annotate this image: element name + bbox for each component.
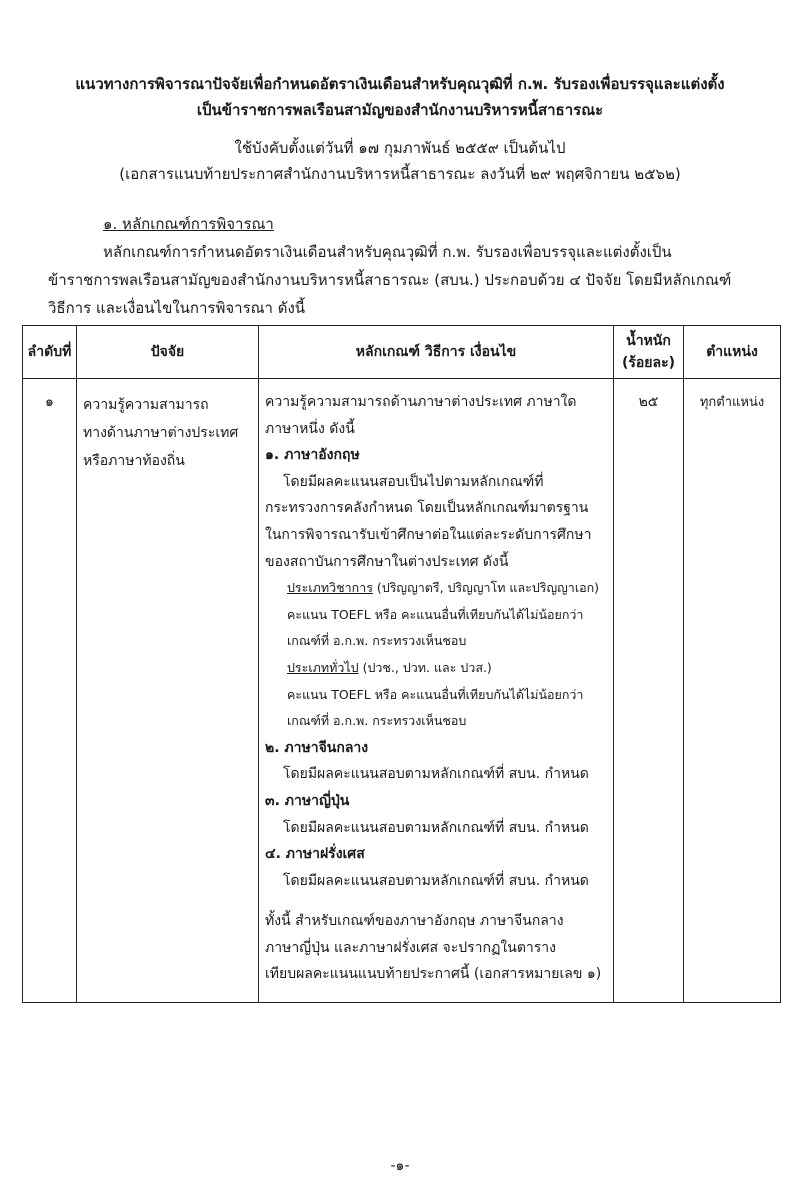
- cell-weight: ๒๕: [614, 379, 684, 1003]
- cell-position: ทุกตำแหน่ง: [684, 379, 781, 1003]
- criteria-line: ความรู้ความสามารถด้านภาษาต่างประเทศ ภาษาใด: [265, 394, 577, 410]
- header-criteria: หลักเกณฑ์ วิธีการ เงื่อนไข: [259, 326, 614, 379]
- criteria-subheading-french: ๔. ภาษาฝรั่งเศส: [265, 846, 365, 863]
- cell-factor: [77, 379, 259, 1003]
- academic-type-label: ประเภทวิชาการ: [287, 580, 373, 596]
- criteria-subheading-chinese: ๒. ภาษาจีนกลาง: [265, 739, 369, 756]
- general-type-label: ประเภททั่วไป: [287, 659, 359, 675]
- header-order: ลำดับที่: [23, 326, 77, 379]
- spacer: [265, 894, 609, 908]
- section-heading: ๑. หลักเกณฑ์การพิจารณา: [103, 215, 274, 233]
- criteria-line: เกณฑ์ที่ อ.ก.พ. กระทรวงเห็นชอบ: [287, 633, 467, 649]
- criteria-line: โดยมีผลคะแนนสอบตามหลักเกณฑ์ที่ สบน. กำหนด: [283, 872, 589, 889]
- cell-criteria: [259, 379, 614, 1003]
- criteria-line: คะแนน TOEFL หรือ คะแนนอื่นที่เทียบกันได้ไม่น้อยกว่า: [287, 606, 584, 622]
- header-factor: ปัจจัย: [77, 326, 259, 379]
- effective-date: ใช้บังคับตั้งแต่วันที่ ๑๗ กุมภาพันธ์ ๒๕๕๙ เป็นต้นไป: [234, 139, 566, 157]
- table-row: [23, 379, 781, 1003]
- page-number: -๑-: [390, 1158, 410, 1174]
- academic-type-detail: (ปริญญาตรี, ปริญญาโท และปริญญาเอก): [372, 580, 600, 596]
- criteria-line: ทั้งนี้ สำหรับเกณฑ์ของภาษาอังกฤษ ภาษาจีนกลาง: [265, 913, 564, 930]
- criteria-line: [265, 655, 609, 682]
- factor-line: ทางด้านภาษาต่างประเทศ: [83, 425, 239, 441]
- criteria-line: [265, 575, 609, 602]
- criteria-line: โดยมีผลคะแนนสอบตามหลักเกณฑ์ที่ สบน. กำหนด: [283, 766, 589, 783]
- header-position: ตำแหน่ง: [684, 326, 781, 379]
- intro-line-3: วิธีการ และเงื่อนไขในการพิจารณา ดังนี้: [48, 299, 306, 317]
- general-type-detail: (ปวช., ปวท. และ ปวส.): [358, 659, 492, 675]
- criteria-line: ของสถาบันการศึกษาในต่างประเทศ ดังนี้: [265, 553, 509, 570]
- criteria-line: เทียบผลคะแนนแนบท้ายประกาศนี้ (เอกสารหมายเลข ๑): [265, 966, 602, 983]
- criteria-subheading-english: ๑. ภาษาอังกฤษ: [265, 447, 360, 464]
- header-weight: [614, 326, 684, 379]
- criteria-line: ภาษาหนึ่ง ดังนี้: [265, 420, 355, 437]
- cell-order: ๑: [23, 379, 77, 1003]
- table-header-row: [23, 326, 781, 379]
- criteria-line: โดยมีผลคะแนนสอบตามหลักเกณฑ์ที่ สบน. กำหนด: [283, 819, 589, 836]
- criteria-line: เกณฑ์ที่ อ.ก.พ. กระทรวงเห็นชอบ: [287, 713, 467, 729]
- header-weight-line2: (ร้อยละ): [621, 355, 676, 371]
- factor-line: ความรู้ความสามารถ: [83, 397, 209, 413]
- criteria-line: ภาษาญี่ปุ่น และภาษาฝรั่งเศส จะปรากฏในตาราง: [265, 939, 556, 956]
- criteria-subheading-japanese: ๓. ภาษาญี่ปุ่น: [265, 792, 350, 809]
- intro-line-2: ข้าราชการพลเรือนสามัญของสำนักงานบริหารหนี้สาธารณะ (สบน.) ประกอบด้วย ๔ ปัจจัย โดยมีหลักเกณฑ์: [48, 271, 732, 289]
- header-weight-line1: น้ำหนัก: [626, 333, 671, 349]
- criteria-line: คะแนน TOEFL หรือ คะแนนอื่นที่เทียบกันได้ไม่น้อยกว่า: [287, 686, 584, 702]
- intro-line-1: หลักเกณฑ์การกำหนดอัตราเงินเดือนสำหรับคุณวุฒิที่ ก.พ. รับรองเพื่อบรรจุและแต่งตั้งเป็น: [103, 243, 672, 261]
- criteria-table: [22, 325, 781, 1003]
- criteria-line: โดยมีผลคะแนนสอบเป็นไปตามหลักเกณฑ์ที่: [283, 473, 544, 490]
- factor-line: หรือภาษาท้องถิ่น: [83, 453, 185, 469]
- criteria-line: ในการพิจารณารับเข้าศึกษาต่อในแต่ละระดับการศึกษา: [265, 526, 592, 543]
- document-title-line1: แนวทางการพิจารณาปัจจัยเพื่อกำหนดอัตราเงินเดือนสำหรับคุณวุฒิที่ ก.พ. รับรองเพื่อบรรจุและแต่งตั้ง: [75, 75, 725, 93]
- attachment-note: (เอกสารแนบท้ายประกาศสำนักงานบริหารหนี้สาธารณะ ลงวันที่ ๒๙ พฤศจิกายน ๒๕๖๒): [119, 165, 681, 183]
- criteria-line: กระทรวงการคลังกำหนด โดยเป็นหลักเกณฑ์มาตรฐาน: [265, 500, 589, 517]
- document-title-line2: เป็นข้าราชการพลเรือนสามัญของสำนักงานบริหารหนี้สาธารณะ: [196, 101, 604, 119]
